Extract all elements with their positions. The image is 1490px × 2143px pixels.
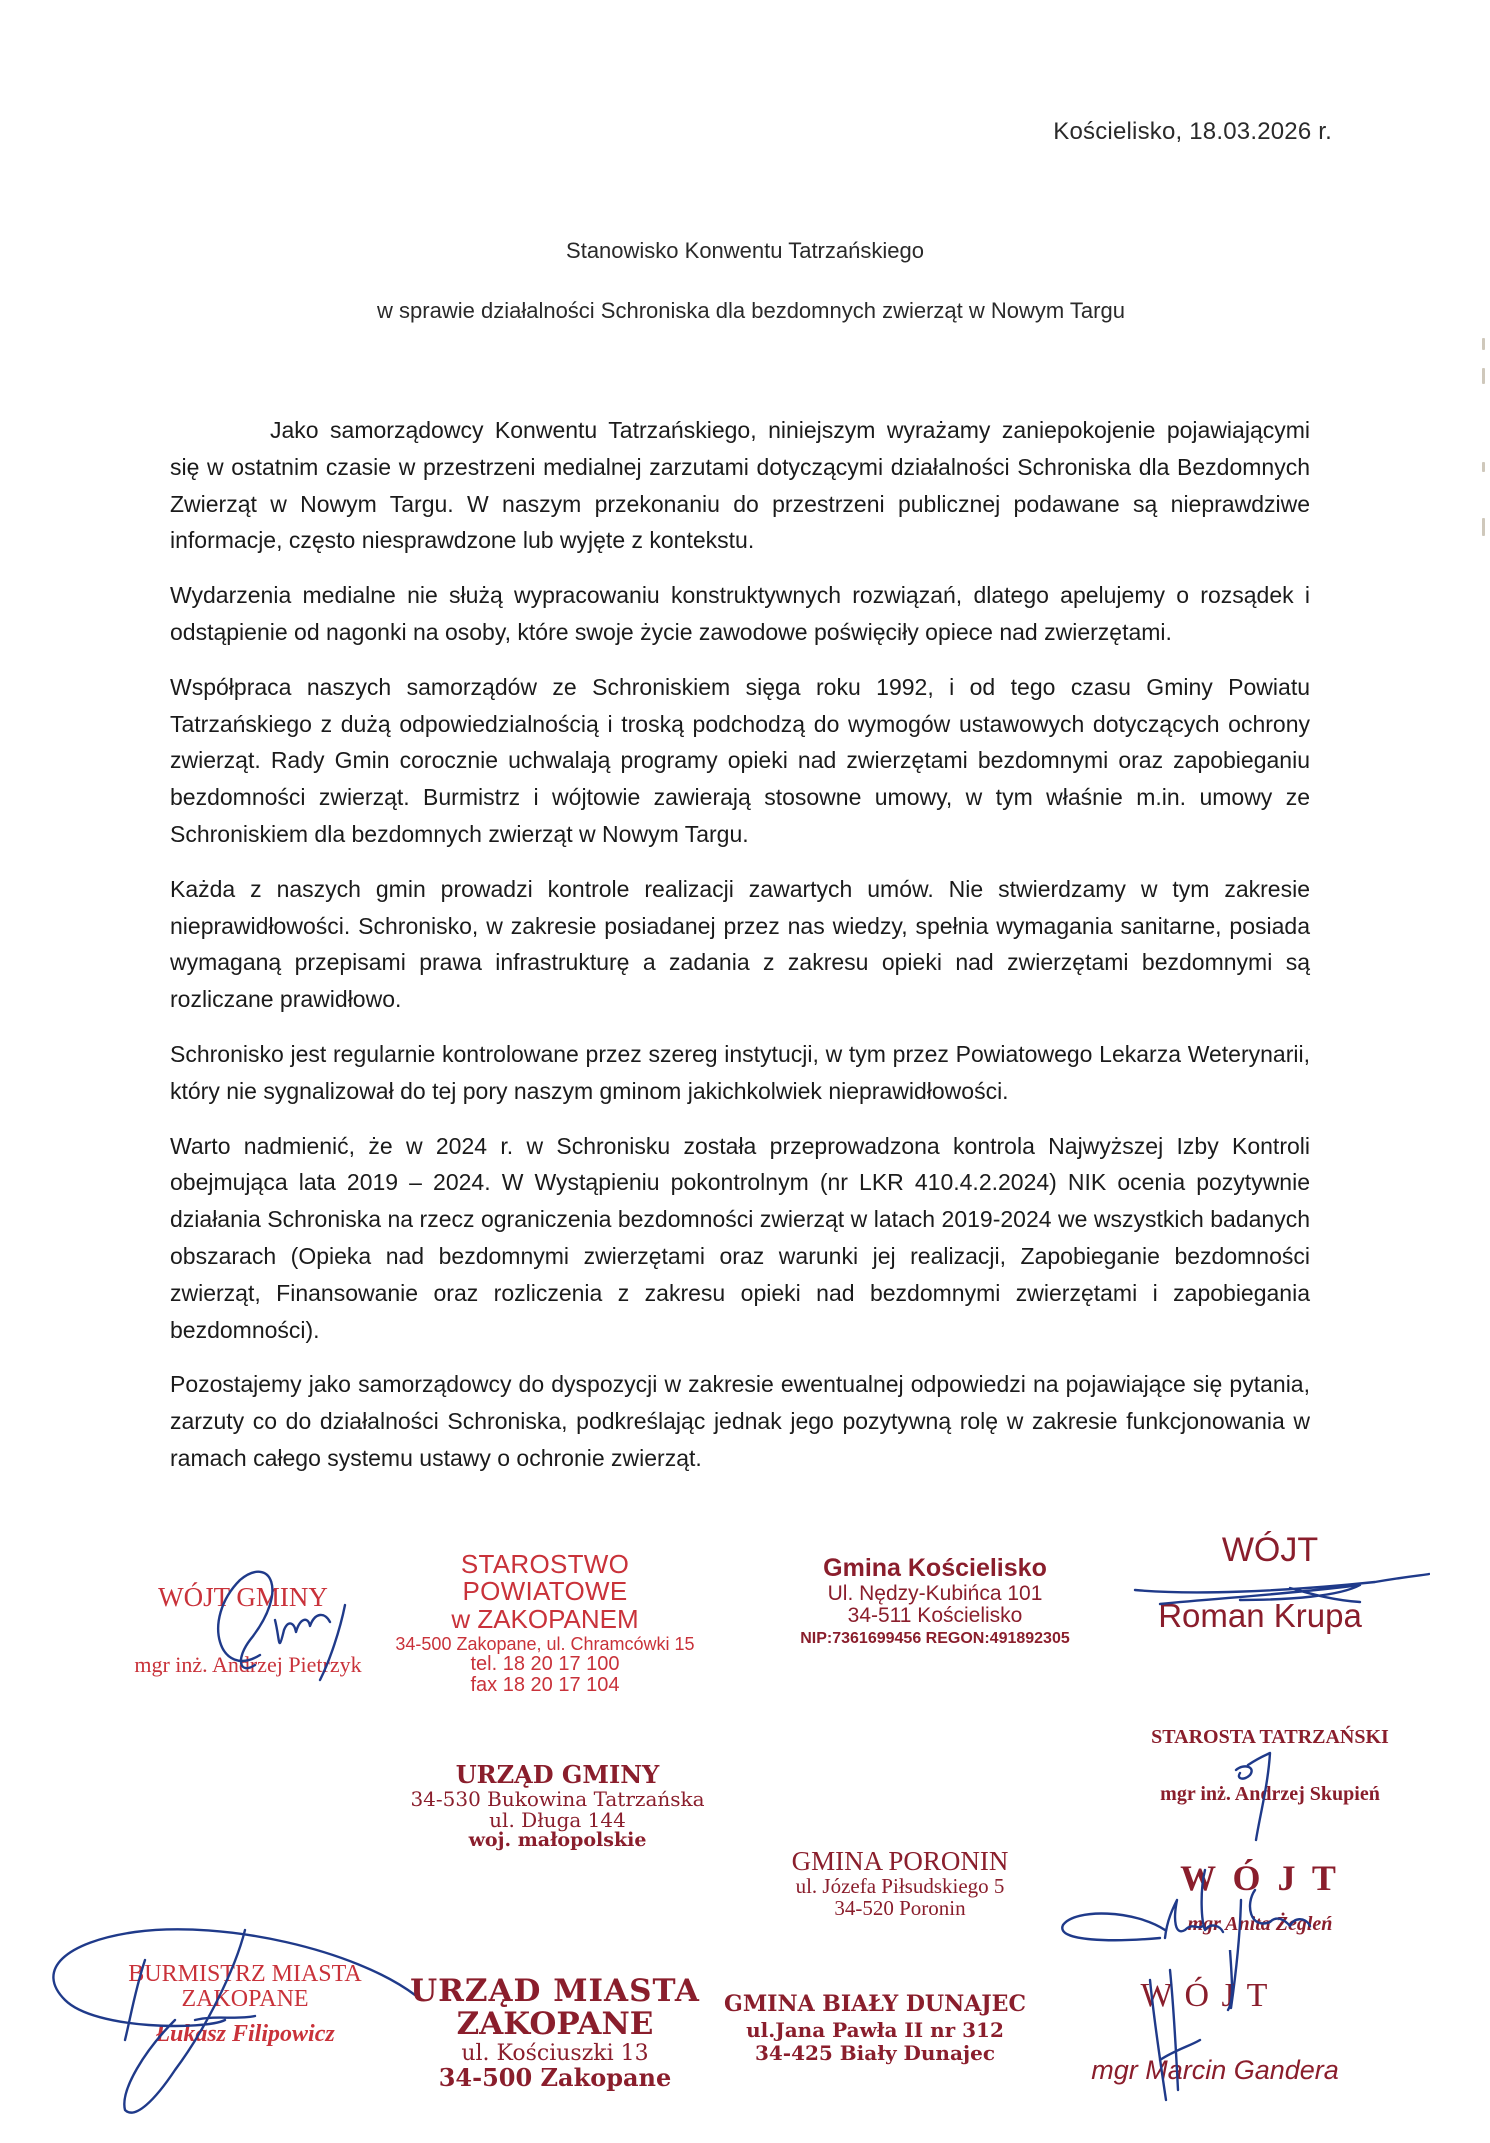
scan-edge-mark (1482, 338, 1485, 350)
stamp-wojt-gandera (1050, 1978, 1380, 2084)
scan-edge-mark (1482, 518, 1485, 536)
stamp-line: NIP:7361699456 REGON:491892305 (800, 1630, 1070, 1648)
scan-edge-mark (1482, 462, 1485, 472)
stamp-wojt-zeglen (1130, 1860, 1390, 1935)
stamp-line: woj. małopolskie (468, 1829, 647, 1852)
stamp-line: ul.Jana Pawła II nr 312 (746, 2018, 1004, 2043)
paragraph: Schronisko jest regularnie kontrolowane przez szereg instytucji, w tym przez Powiatowego Lekarza Weterynarii, który nie sygnalizował do tej pory naszym gminom jakichkolwiek nieprawidłowości. (170, 1040, 1310, 1104)
stamp-line: BURMISTRZ MIASTA (128, 1961, 362, 1987)
stamp-burmistrz-zakopane (95, 1962, 395, 2048)
stamp-line: ZAKOPANE (456, 2005, 654, 2042)
stamp-line: URZĄD GMINY (455, 1760, 660, 1789)
stamp-line: ul. Długa 144 (489, 1808, 626, 1833)
stamp-line: Gmina Kościelisko (823, 1554, 1047, 1582)
paragraph: Współpraca naszych samorządów ze Schroniskiem sięga roku 1992, i od tego czasu Gminy Powiatu Tatrzańskiego z dużą odpowiedzialnością i troską podchodzą do wymogów ustawowych dotyczących ochrony zwierząt. Rady Gmin corocznie uchwalają programy opieki nad zwierzętami bezdomnymi oraz zapobieganiu bezdomności zwierząt. Burmistrz i wójtowie zawierają stosowne umowy, w tym właśnie m.in. umowy ze Schroniskiem dla bezdomnych zwierząt w Nowym Targu. (170, 673, 1310, 847)
paragraph: Jako samorządowcy Konwentu Tatrzańskiego, niniejszym wyrażamy zaniepokojenie pojawiającymi się w ostatnim czasie w przestrzeni medialnej zarzutami dotyczącymi działalności Schroniska dla Bezdomnych Zwierząt w Nowym Targu. W naszym przekonaniu do przestrzeni publicznej podawane są nieprawdziwe informacje, często niesprawdzone lub wyjęte z kontekstu. (170, 417, 1310, 554)
scan-edge-mark (1482, 368, 1485, 384)
stamp-gmina-bialy-dunajec (705, 1993, 1045, 2064)
stamp-line: STAROSTWO POWIATOWE (460, 1549, 630, 1607)
stamp-wojt-krupa (1135, 1533, 1385, 1633)
stamp-line: URZĄD MIASTA (410, 1973, 700, 2009)
stamp-gmina-koscielisko (775, 1555, 1095, 1648)
stamp-line: ul. Kościuszki 13 (461, 2041, 649, 2067)
stamp-line: ul. Józefa Piłsudskiego 5 (795, 1874, 1005, 1899)
stamp-name: Łukasz Filipowicz (155, 2021, 335, 2048)
stamp-title: W Ó J T (1180, 1858, 1340, 1898)
stamp-title: WÓJT GMINY (158, 1582, 328, 1612)
stamp-line: 34-511 Kościelisko (847, 1604, 1023, 1628)
stamp-line: Ul. Nędzy-Kubińca 101 (827, 1582, 1043, 1606)
stamp-line: 34-530 Bukowina Tatrzańska (410, 1787, 705, 1812)
document-title: Stanowisko Konwentu Tatrzańskiego (566, 238, 924, 263)
stamp-title: W Ó J T (1140, 1977, 1270, 2014)
stamp-name: mgr Anita Żegleń (1187, 1912, 1333, 1935)
stamp-title: WÓJT (1221, 1531, 1319, 1569)
stamp-starostwo-powiatowe (380, 1551, 710, 1696)
document-body (170, 412, 1310, 1495)
stamp-name: mgr inż. Andrzej Pietrzyk (134, 1652, 362, 1678)
stamp-line: 34-500 Zakopane (438, 2063, 672, 2093)
stamp-urzad-miasta-zakopane (390, 1973, 720, 2093)
paragraph: Wydarzenia medialne nie służą wypracowaniu konstruktywnych rozwiązań, dlatego apelujemy o rozsądek i odstąpienie od nagonki na osoby, które swoje życie zawodowe poświęciły opiece nad zwierzętami. (170, 582, 1310, 645)
stamp-title: STAROSTA TATRZAŃSKI (1151, 1726, 1389, 1748)
stamp-line: fax 18 20 17 104 (470, 1673, 620, 1696)
paragraph: Każda z naszych gmin prowadzi kontrole realizacji zawartych umów. Nie stwierdzamy w tym zakresie nieprawidłowości. Schronisko, w zakresie posiadanej przez nas wiedzy, spełnia wymagania sanitarne, posiada wymaganą przepisami prawa infrastrukturę a zadania z zakresu opieki nad zwierzętami bezdomnymi są rozliczane prawidłowo. (170, 875, 1310, 1013)
stamp-line: tel. 18 20 17 100 (470, 1652, 620, 1675)
stamp-urzad-gminy-bukowina (385, 1762, 730, 1851)
stamp-name: mgr inż. Andrzej Skupień (1160, 1783, 1380, 1805)
stamp-line: 34-520 Poronin (834, 1896, 966, 1921)
stamp-name: Roman Krupa (1158, 1596, 1362, 1634)
paragraph: Warto nadmienić, że w 2024 r. w Schronisku została przeprowadzona kontrola Najwyższej Izby Kontroli obejmująca lata 2019 – 2024. W Wystąpieniu pokontrolnym (nr LKR 410.4.2.2024) NIK ocenia pozytywnie działania Schroniska na rzecz ograniczenia bezdomności zwierząt w latach 2019-2024 we wszystkich badanych obszarach (Opieka nad bezdomnymi zwierzętami oraz warunki jej realizacji, Zapobieganie bezdomności zwierząt, Finansowanie oraz rozliczenia z zakresu opieki nad bezdomnymi zwierzętami i zapobiegania bezdomności). (170, 1132, 1310, 1343)
stamp-wojt-gminy (118, 1583, 378, 1676)
stamp-gmina-poronin (755, 1847, 1045, 1919)
document-subtitle: w sprawie działalności Schroniska dla bezdomnych zwierząt w Nowym Targu (377, 298, 1125, 323)
paragraph: Pozostajemy jako samorządowcy do dyspozycji w zakresie ewentualnej odpowiedzi na pojawiające się pytania, zarzuty co do działalności Schroniska, podkreślając jednak jego pozytywną rolę w zakresie funkcjonowania w ramach całego systemu ustawy o ochronie zwierząt. (170, 1371, 1310, 1471)
stamp-line: GMINA PORONIN (791, 1846, 1009, 1876)
stamp-line: ZAKOPANE (181, 1986, 309, 2013)
stamp-line: GMINA BIAŁY DUNAJEC (724, 1991, 1026, 2017)
stamp-name: mgr Marcin Gandera (1091, 2054, 1339, 2085)
stamp-line: 34-425 Biały Dunajec (754, 2041, 996, 2066)
stamp-line: 34-500 Zakopane, ul. Chramcówki 15 (395, 1633, 695, 1654)
stamp-starosta-tatrzanski (1120, 1727, 1420, 1805)
stamp-line: w ZAKOPANEM (451, 1603, 639, 1634)
place-and-date: Kościelisko, 18.03.2026 r. (1053, 118, 1332, 145)
